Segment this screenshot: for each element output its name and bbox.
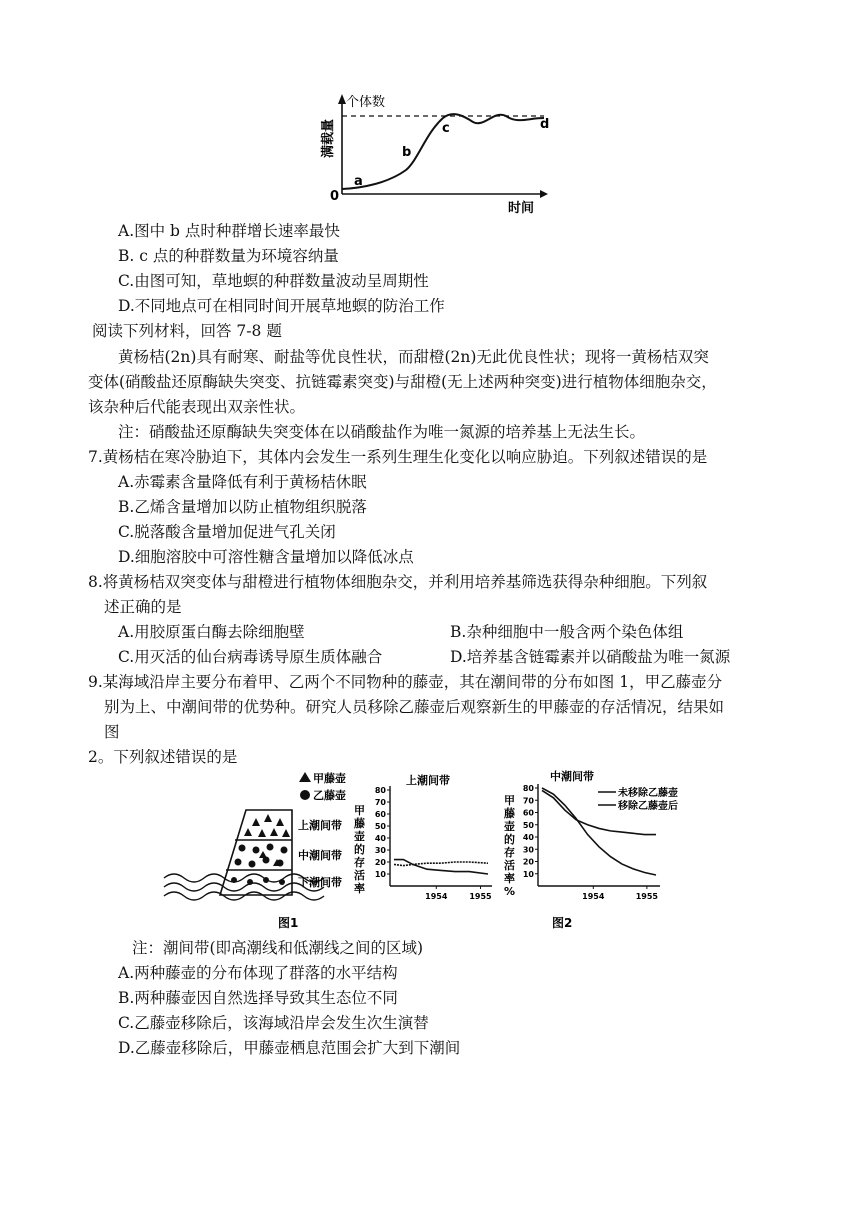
- q6-option-b: B. c 点的种群数量为环境容纳量: [118, 247, 339, 265]
- ylabel-char: 活: [504, 859, 515, 872]
- q8-stem-line-2: 述正确的是: [104, 598, 182, 616]
- q9-stem-line-4: 2。下列叙述错误的是: [88, 748, 238, 766]
- zone-middle-label: 中潮间带: [298, 849, 342, 862]
- y-tick-label: 40: [522, 833, 534, 842]
- y-axis-arrow: [338, 94, 346, 104]
- ylabel-char: 壶: [504, 820, 515, 833]
- legend-removed-label: 移除乙藤壶后: [618, 801, 678, 812]
- x-axis-title: 时间: [508, 201, 535, 216]
- q7-option-b: B.乙烯含量增加以防止植物组织脱落: [118, 498, 367, 516]
- figure-1-caption: 图1: [278, 916, 299, 930]
- x-tick-label: 1955: [469, 892, 492, 901]
- point-c-label: c: [442, 121, 450, 136]
- q6-option-a: A.图中 b 点时种群增长速率最快: [118, 222, 340, 240]
- q8-stem-line-1: 8.将黄杨桔双突变体与甜橙进行植物体细胞杂交，并利用培养基筛选获得杂种细胞。下列叙: [88, 573, 708, 591]
- q9-stem-line-1: 9.某海域沿岸主要分布着甲、乙两个不同物种的藤壶，其在潮间带的分布如图 1，甲乙藤壶分: [88, 673, 723, 691]
- chart-middle-ylabel: [504, 794, 515, 898]
- q7-option-c: C.脱落酸含量增加促进气孔关闭: [118, 523, 336, 541]
- chart-upper-plot: [375, 786, 492, 901]
- y-tick-label: 40: [374, 834, 386, 843]
- zone-lower-label: 下潮间带: [298, 876, 342, 889]
- figure-1-intertidal: [160, 770, 360, 930]
- zone-upper-label: 上潮间带: [298, 819, 342, 832]
- ylabel-char: 甲: [504, 794, 515, 807]
- y-side-label: 满载量: [321, 118, 336, 158]
- ylabel-char: 的: [354, 843, 365, 856]
- y-tick-label: 10: [522, 869, 534, 879]
- y-tick-label: 50: [374, 822, 386, 831]
- point-d-label: d: [540, 117, 550, 132]
- q9-option-a: A.两种藤壶的分布体现了群落的水平结构: [118, 964, 398, 982]
- y-axis-title: 个体数: [346, 95, 386, 110]
- chart-middle-intertidal: [500, 770, 678, 930]
- point-b-label: b: [402, 145, 412, 160]
- material-line-2: 变体(硝酸盐还原酶缺失突变、抗链霉素突变)与甜橙(无上述两种突变)进行植物体细胞杂交，: [88, 373, 717, 391]
- population-curve-figure: [318, 88, 558, 218]
- chart-middle-legend: [598, 786, 678, 812]
- y-tick-label: 80: [522, 784, 534, 793]
- q8-option-a: A.用胶原蛋白酶去除细胞壁: [118, 623, 305, 641]
- q8-option-d: D.培养基含链霉素并以硝酸盐为唯一氮源: [450, 648, 731, 666]
- q9-stem-line-2: 别为上、中潮间带的优势种。研究人员移除乙藤壶后观察新生的甲藤壶的存活情况，结果如: [104, 698, 725, 716]
- q9-option-b: B.两种藤壶因自然选择导致其生态位不同: [118, 989, 398, 1007]
- y-tick-label: 60: [522, 808, 534, 818]
- y-tick-label: 10: [374, 870, 386, 879]
- y-tick-label: 30: [522, 845, 534, 855]
- q7-option-a: A.赤霉素含量降低有利于黄杨桔休眠: [118, 473, 367, 491]
- origin-label: 0: [330, 189, 340, 204]
- ylabel-char: 壶: [354, 830, 365, 843]
- q8-option-c: C.用灭活的仙台病毒诱导原生质体融合: [118, 648, 383, 666]
- y-tick-label: 20: [374, 858, 386, 867]
- ylabel-char: 的: [504, 833, 515, 846]
- q8-option-b: B.杂种细胞中一般含两个染色体组: [450, 623, 684, 641]
- ylabel-char: 存: [504, 846, 515, 859]
- q6-option-c: C.由图可知，草地螟的种群数量波动呈周期性: [118, 272, 429, 290]
- q7-option-d: D.细胞溶胶中可溶性糖含量增加以降低冰点: [118, 548, 414, 566]
- legend-triangle-icon: [299, 772, 311, 782]
- q9-stem-line-3: 图: [104, 723, 120, 741]
- ylabel-char: 活: [354, 869, 365, 882]
- x-tick-label: 1954: [582, 892, 605, 901]
- reading-intro: 阅读下列材料，回答 7-8 题: [92, 322, 282, 340]
- q9-option-d: D.乙藤壶移除后，甲藤壶栖息范围会扩大到下潮间: [118, 1039, 461, 1057]
- y-tick-label: 30: [374, 846, 386, 855]
- y-tick-label: 70: [374, 798, 386, 807]
- q6-option-d: D.不同地点可在相同时间开展草地螟的防治工作: [118, 297, 445, 315]
- ylabel-char: 藤: [504, 807, 515, 820]
- chart-upper-title: 上潮间带: [406, 774, 450, 787]
- q9-note: 注：潮间带(即高潮线和低潮线之间的区域): [132, 939, 424, 957]
- ylabel-char: 甲: [354, 804, 365, 817]
- ylabel-char: 存: [354, 856, 365, 869]
- legend-a-label: 甲藤壶: [313, 772, 346, 785]
- chart-upper-intertidal: [350, 770, 500, 910]
- y-tick-label: 70: [522, 796, 534, 806]
- legend-b-label: 乙藤壶: [313, 789, 346, 802]
- ylabel-char: 率: [504, 872, 515, 885]
- q7-stem: 7.黄杨桔在寒冷胁迫下，其体内会发生一系列生理生化变化以响应胁迫。下列叙述错误的是: [88, 448, 708, 466]
- chart-middle-title: 中潮间带: [550, 770, 594, 783]
- point-a-label: a: [354, 174, 363, 189]
- y-tick-label: 50: [522, 820, 534, 830]
- material-line-3: 该杂种后代能表现出双亲性状。: [88, 398, 306, 416]
- material-note: 注：硝酸盐还原酶缺失突变体在以硝酸盐作为唯一氮源的培养基上无法生长。: [118, 423, 646, 441]
- y-tick-label: 20: [522, 857, 534, 867]
- ylabel-char: 藤: [354, 817, 365, 830]
- legend-not-removed-label: 未移除乙藤壶: [618, 788, 678, 799]
- x-tick-label: 1954: [425, 892, 448, 901]
- figure-2-caption: 图2: [552, 916, 573, 930]
- chart-upper-ylabel: [354, 804, 365, 895]
- y-tick-label: 80: [374, 786, 386, 795]
- ylabel-char: 率: [354, 882, 365, 895]
- x-axis-arrow: [540, 190, 548, 198]
- y-tick-label: 60: [374, 810, 386, 819]
- legend-dot-icon: [300, 790, 310, 800]
- x-tick-label: 1955: [635, 892, 659, 901]
- series-line-0: [394, 860, 488, 874]
- q9-option-c: C.乙藤壶移除后，该海域沿岸会发生次生演替: [118, 1014, 429, 1032]
- ylabel-char: %: [504, 885, 516, 898]
- material-line-1: 黄杨桔(2n)具有耐寒、耐盐等优良性状，而甜橙(2n)无此优良性状；现将一黄杨桔双突: [118, 348, 709, 366]
